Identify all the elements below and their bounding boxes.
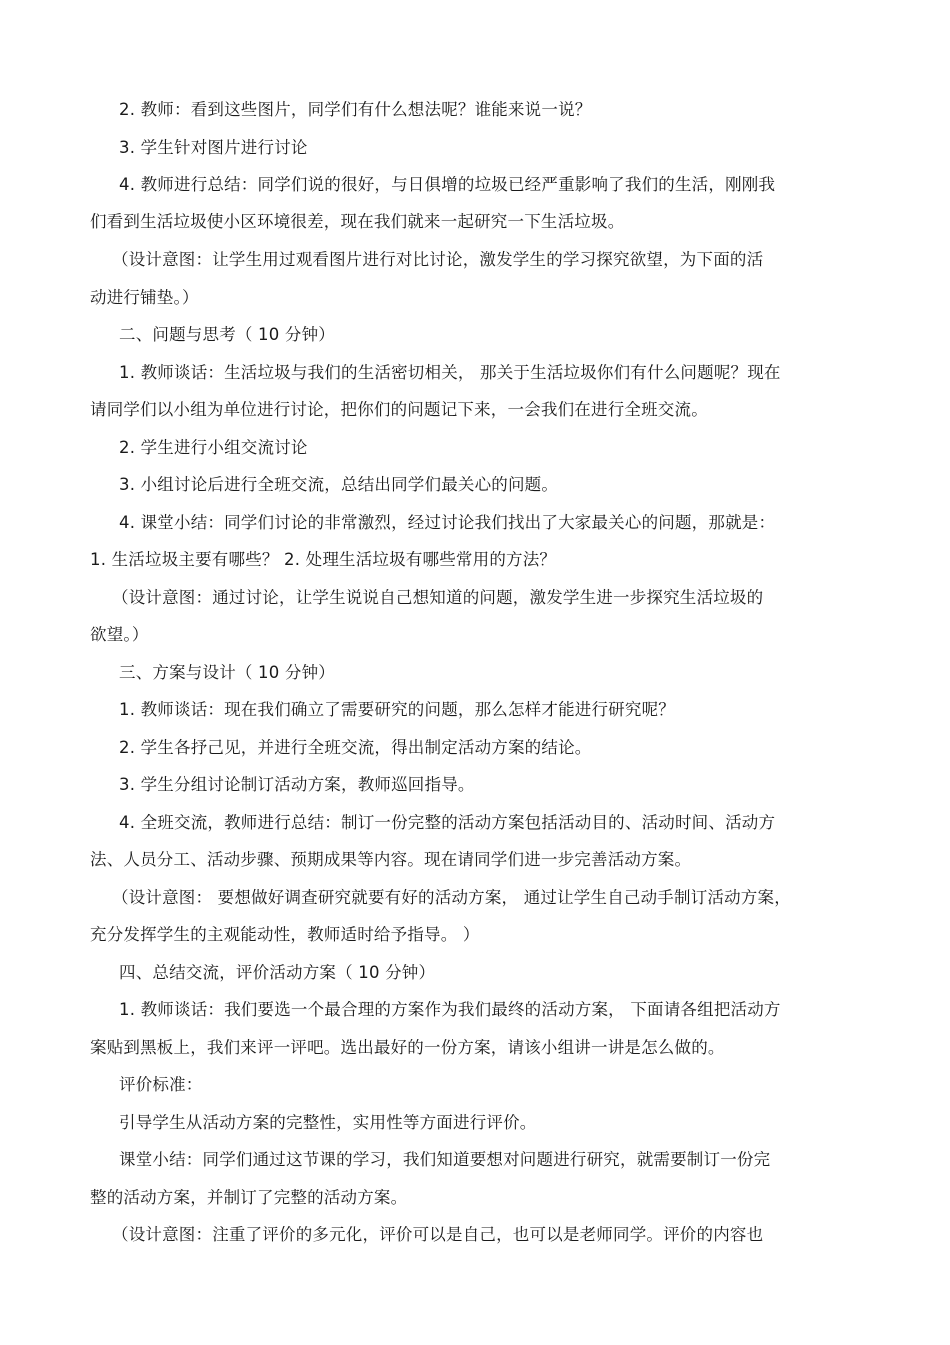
text-line: 3. 小组讨论后进行全班交流，总结出同学们最关心的问题。 [119,475,559,494]
section-heading: 四、总结交流，评价活动方案（ 10 分钟） [119,963,436,982]
text-line: 们看到生活垃圾使小区环境很差，现在我们就来一起研究一下生活垃圾。 [90,212,625,231]
text-line: 课堂小结：同学们通过这节课的学习，我们知道要想对问题进行研究，就需要制订一份完 [119,1150,771,1169]
text-line: 3. 学生分组讨论制订活动方案，教师巡回指导。 [119,775,475,794]
text-line: 案贴到黑板上，我们来评一评吧。选出最好的一份方案，请该小组讲一讲是怎么做的。 [90,1038,725,1057]
text-line: 引导学生从活动方案的完整性，实用性等方面进行评价。 [119,1113,537,1132]
text-line: 1. 教师谈话：生活垃圾与我们的生活密切相关， 那关于生活垃圾你们有什么问题呢？现在 [119,363,781,382]
text-line: 1. 教师谈话：我们要选一个最合理的方案作为我们最终的活动方案， 下面请各组把活动方 [119,1000,781,1019]
text-line: 2. 教师：看到这些图片，同学们有什么想法呢？谁能来说一说？ [119,100,592,119]
text-line: 3. 学生针对图片进行讨论 [119,138,308,157]
text-line: 2. 学生进行小组交流讨论 [119,438,308,457]
text-line: 2. 学生各抒己见，并进行全班交流，得出制定活动方案的结论。 [119,738,592,757]
text-line: （设计意图：让学生用过观看图片进行对比讨论，激发学生的学习探究欲望，为下面的活 [112,250,764,269]
text-line: 4. 教师进行总结：同学们说的很好，与日俱增的垃圾已经严重影响了我们的生活，刚刚我 [119,175,776,194]
text-line: （设计意图：通过讨论，让学生说说自己想知道的问题，激发学生进一步探究生活垃圾的 [112,588,764,607]
text-line: 法、人员分工、活动步骤、预期成果等内容。现在请同学们进一步完善活动方案。 [90,850,692,869]
section-heading: 二、问题与思考（ 10 分钟） [119,325,335,344]
text-line: 请同学们以小组为单位进行讨论，把你们的问题记下来，一会我们在进行全班交流。 [90,400,708,419]
text-line: 整的活动方案，并制订了完整的活动方案。 [90,1188,408,1207]
text-line: 评价标准： [119,1075,203,1094]
text-line: （设计意图： 要想做好调查研究就要有好的活动方案， 通过让学生自己动手制订活动方案， [112,888,791,907]
text-line: 充分发挥学生的主观能动性，教师适时给予指导。 ） [90,925,480,944]
text-line: 4. 课堂小结：同学们讨论的非常激烈，经过讨论我们找出了大家最关心的问题，那就是： [119,513,776,532]
text-line: 4. 全班交流，教师进行总结：制订一份完整的活动方案包括活动目的、活动时间、活动方 [119,813,776,832]
text-line: 欲望。） [90,625,149,644]
section-heading: 三、方案与设计（ 10 分钟） [119,663,335,682]
text-line: 1. 生活垃圾主要有哪些？ 2. 处理生活垃圾有哪些常用的方法？ [90,550,557,569]
text-line: 1. 教师谈话：现在我们确立了需要研究的问题，那么怎样才能进行研究呢？ [119,700,675,719]
text-line: 动进行铺垫。） [90,288,199,307]
text-line: （设计意图：注重了评价的多元化，评价可以是自己，也可以是老师同学。评价的内容也 [112,1225,764,1244]
